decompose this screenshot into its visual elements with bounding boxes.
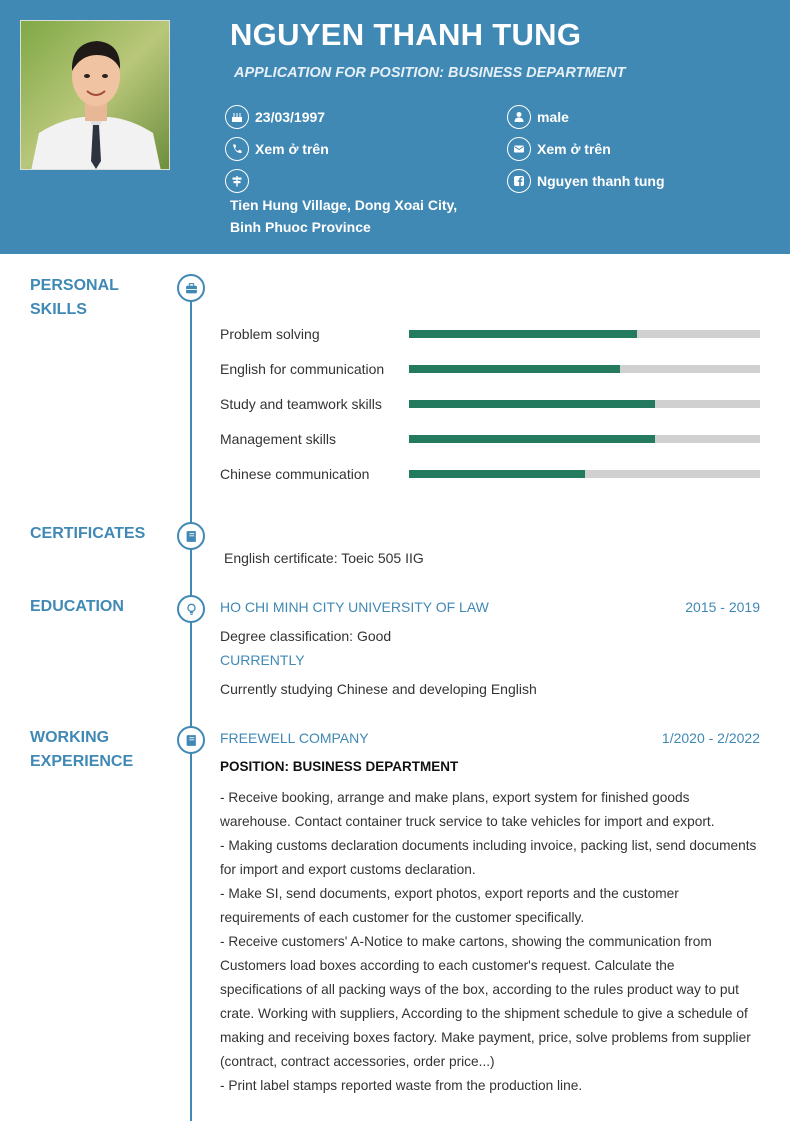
certificate-item: English certificate: Toeic 505 IIG [224, 550, 424, 566]
currently-label: CURRENTLY [220, 652, 305, 668]
degree-classification: Degree classification: Good [220, 628, 392, 644]
job-description: - Receive booking, arrange and make plans, export system for finished goods warehouse. Contact container truck service to take vehicles for import and export. - Making customs declaration documents including invoice, packing list, send documents for import and export customs declaration. - Make SI, send documents, export photos, export reports and the customer requirements of each customer for the customer specifically. - Receive customers' A-Notice to make cartons, showing the communication from Customers load boxes according to each customer's request. Calculate the specifications of all packing ways of the box, according to the rules product way to put crate. Working with suppliers, According to the shipment schedule to give a schedule of making and receiving boxes factory. Make payment, price, solve problems from supplier (contract, contract accessories, order price...) - Print label stamps reported waste from the production line. [220, 790, 757, 1093]
header-banner [0, 0, 790, 254]
skill-name: Management skills [220, 431, 336, 447]
facebook-text: Nguyen thanh tung [537, 173, 665, 189]
email-info [507, 137, 611, 161]
briefcase-icon [177, 274, 205, 302]
experience-section-title: WORKING EXPERIENCE [30, 729, 134, 770]
currently-text: Currently studying Chinese and developing English [220, 681, 537, 697]
facebook-icon [507, 169, 531, 193]
skills-section-title: PERSONAL SKILLS [30, 277, 119, 318]
school-name: HO CHI MINH CITY UNIVERSITY OF LAW [220, 599, 489, 615]
book-icon [177, 522, 205, 550]
applied-position: APPLICATION FOR POSITION: BUSINESS DEPARTMENT [234, 65, 626, 81]
skill-name: English for communication [220, 361, 385, 377]
candidate-name: NGUYEN THANH TUNG [230, 17, 582, 52]
skill-level-bar [409, 330, 760, 338]
birthday-info [225, 105, 325, 129]
education-period: 2015 - 2019 [685, 599, 760, 615]
education-section-title: EDUCATION [30, 598, 124, 615]
job-position: POSITION: BUSINESS DEPARTMENT [220, 759, 459, 774]
skill-name: Chinese communication [220, 466, 370, 482]
address-text: Tien Hung Village, Dong Xoai City, Binh Phuoc Province [230, 197, 458, 235]
phone-info [225, 137, 329, 161]
skill-name: Study and teamwork skills [220, 396, 382, 412]
experience-period: 1/2020 - 2/2022 [661, 730, 760, 746]
skill-level-fill [409, 400, 655, 408]
company-name: FREEWELL COMPANY [220, 730, 369, 746]
skill-level-bar [409, 470, 760, 478]
skill-level-fill [409, 365, 620, 373]
facebook-info [507, 169, 665, 193]
gender-info [507, 105, 569, 129]
skill-level-bar [409, 365, 760, 373]
birthday-cake-icon [225, 105, 249, 129]
phone-text: Xem ở trên [255, 141, 329, 157]
book-icon [177, 726, 205, 754]
skill-level-fill [409, 470, 585, 478]
skill-level-fill [409, 435, 655, 443]
birthday-text: 23/03/1997 [255, 109, 326, 125]
phone-icon [225, 137, 249, 161]
user-icon [507, 105, 531, 129]
signpost-icon [225, 169, 249, 193]
gender-text: male [537, 109, 569, 125]
envelope-icon [507, 137, 531, 161]
skill-level-bar [409, 400, 760, 408]
avatar [20, 20, 170, 170]
timeline-line [190, 288, 192, 1121]
address-info [225, 169, 255, 193]
email-text: Xem ở trên [537, 141, 611, 157]
skill-level-fill [409, 330, 637, 338]
skill-level-bar [409, 435, 760, 443]
skill-name: Problem solving [220, 326, 320, 342]
lightbulb-icon [177, 595, 205, 623]
certificates-section-title: CERTIFICATES [30, 525, 146, 542]
